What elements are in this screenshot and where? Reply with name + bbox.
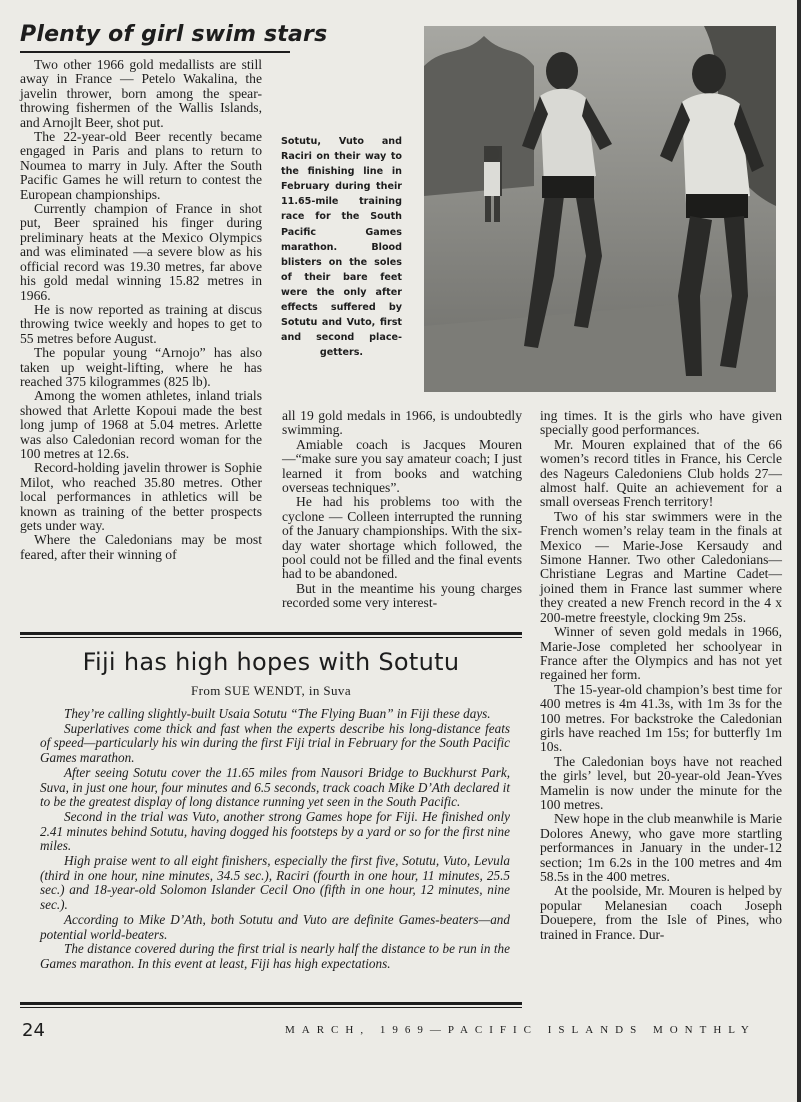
paragraph: all 19 gold medals in 1966, is undoubtedly swimming. xyxy=(282,408,522,438)
paragraph: ing times. It is the girls who have given specially good performances. xyxy=(540,408,782,438)
paragraph: Currently champion of France in shot put, Beer sprained his finger during preliminary heats at the Mexico Olympics and was eliminated —a severe blow as his official record was 19.30 metres, far above his gold medal winning 15.82 metres in 1966. xyxy=(20,201,262,303)
article-column-1 xyxy=(20,58,262,562)
paragraph: The popular young “Arnojo” has also taken up weight-lifting, where he has reached 375 kilogrammes (825 lb). xyxy=(20,345,262,389)
paragraph: Second in the trial was Vuto, another strong Games hope for Fiji. He finished only 2.41 minutes behind Sotutu, having dogged his footsteps by a yard or so for the first nine miles. xyxy=(40,808,510,854)
runners-photo xyxy=(424,26,776,392)
section-divider-top xyxy=(20,632,522,635)
paragraph: The distance covered during the first trial is nearly half the distance to be run in the Games marathon. In this event at least, Fiji has high expectations. xyxy=(40,941,510,971)
paragraph: They’re calling slightly-built Usaia Sotutu “The Flying Buan” in Fiji these days. xyxy=(64,706,491,721)
section-divider-bottom-thin xyxy=(20,1007,522,1008)
paragraph: But in the meantime his young charges recorded some very interest- xyxy=(282,580,522,611)
section-divider-top-thin xyxy=(20,637,522,638)
fiji-byline: From SUE WENDT, in Suva xyxy=(190,683,352,698)
paragraph: At the poolside, Mr. Mouren is helped by popular Melanesian coach Joseph Douepere, from the Isle of Pines, who trained in France. Dur- xyxy=(540,883,782,942)
paragraph: Winner of seven gold medals in 1966, Marie-Jose completed her schoolyear in France after the Olympics and has not yet regained her form. xyxy=(540,624,782,683)
paragraph: The Caledonian boys have not reached the girls’ level, but 20-year-old Jean-Yves Mamelin is now under the minute for the 100 metres. xyxy=(540,753,782,812)
fiji-article-title: Fiji has high hopes with Sotutu xyxy=(82,648,460,676)
photo-caption: Sotutu, Vuto and Raciri on their way to the finishing line in February during their 11.65-mile training race for the South Pacific Games marathon. Blood blisters on the soles of their bare feet were the only after effects suffered by Sotutu and Vuto, first and second place-getters. xyxy=(281,136,402,359)
paragraph: Superlatives come thick and fast when the experts describe his long-distance feats of speed—particularly his win during the first Fiji trial in February for the South Pacific Games marathon. xyxy=(40,720,510,766)
page-number: 24 xyxy=(22,1020,45,1041)
paragraph: Two other 1966 gold medallists are still away in France — Petelo Wakalina, the javelin thrower, born among the spear-throwing fishermen of the Wallis Islands, and Arnojlt Beer, shot put. xyxy=(20,57,262,130)
paragraph: The 22-year-old Beer recently became engaged in Paris and plans to return to Noumea to marry in July. After the South Pacific Games he will return to contest the European championships. xyxy=(20,129,262,202)
paragraph: New hope in the club meanwhile is Marie Dolores Anewy, who gave more startling performances in January in the under-12 section; 1m 6.2s in the 100 metres and 4m 58.5s in the 400 metres. xyxy=(540,811,782,884)
page-edge xyxy=(797,0,801,1102)
paragraph: The 15-year-old champion’s best time for 400 metres is 4m 41.3s, with 1m 3s for the 100 metres. For backstroke the Caledonian girls have reached 1m 15s; for butterfly 1m 10s. xyxy=(540,681,782,755)
section-divider-bottom xyxy=(20,1002,522,1005)
paragraph: High praise went to all eight finishers, especially the first five, Sotutu, Vuto, Levula (third in one hour, nine minutes, 34.5 sec.), Raciri (fourth in one hour, 11 minutes, 25.5 sec.) and 18-year-old Solomon Islander Cecil Ono (fifth in one hour, 12 minutes, nine sec.). xyxy=(40,853,510,913)
paragraph: Two of his star swimmers were in the French women’s relay team in the finals at Mexico — Marie-Jose Kersaudy and Simone Hanner. Two other Caledonians—Christiane Legras and Martine Cadet—joined them in France last summer where they created a new French record in the 4 x 200-metre freestyle, clocking 9m 25s. xyxy=(540,508,782,625)
paragraph: After seeing Sotutu cover the 11.65 miles from Nausori Bridge to Buckhurst Park, Suva, in just one hour, four minutes and 6.5 seconds, track coach Mike D’Ath declared it to be the greatest display of long distance running yet seen in the South Pacific. xyxy=(40,764,510,810)
paragraph: He had his problems too with the cyclone — Colleen interrupted the running of the January championships. With the six-day water shortage which followed, the pool could not be filled and the final events had to be abandoned. xyxy=(282,494,522,582)
magazine-footer: MARCH, 1969—PACIFIC ISLANDS MONTHLY xyxy=(285,1024,756,1036)
fiji-article-body xyxy=(40,707,510,972)
headline: Plenty of girl swim stars xyxy=(20,22,328,47)
article-column-2 xyxy=(282,409,522,611)
paragraph: Mr. Mouren explained that of the 66 women’s record titles in France, his Cercle des Nageurs Caledoniens Club holds 27—almost half. Quite an achievement for a small overseas French territory! xyxy=(540,436,782,510)
headline-rule xyxy=(20,51,290,53)
article-column-3 xyxy=(540,409,782,942)
paragraph: Amiable coach is Jacques Mouren —“make sure you say amateur coach; I just learned it from books and watching overseas techniques”. xyxy=(282,436,522,496)
paragraph: Among the women athletes, inland trials showed that Arlette Kopoui made the best long jump of 1968 at 5.04 metres. Arlette was also Caledonian record woman for the 100 metres at 12.6s. xyxy=(20,388,262,461)
paragraph: According to Mike D’Ath, both Sotutu and Vuto are definite Games-beaters—and potential world-beaters. xyxy=(40,911,510,942)
paragraph: He is now reported as training at discus throwing twice weekly and hopes to get to 55 metres before August. xyxy=(20,301,262,346)
paragraph: Record-holding javelin thrower is Sophie Milot, who reached 35.80 metres. Other local performances in athletics will be known as training of the better prospects gets under way. xyxy=(20,460,262,533)
paragraph: Where the Caledonians may be most feared, after their winning of xyxy=(20,532,262,562)
